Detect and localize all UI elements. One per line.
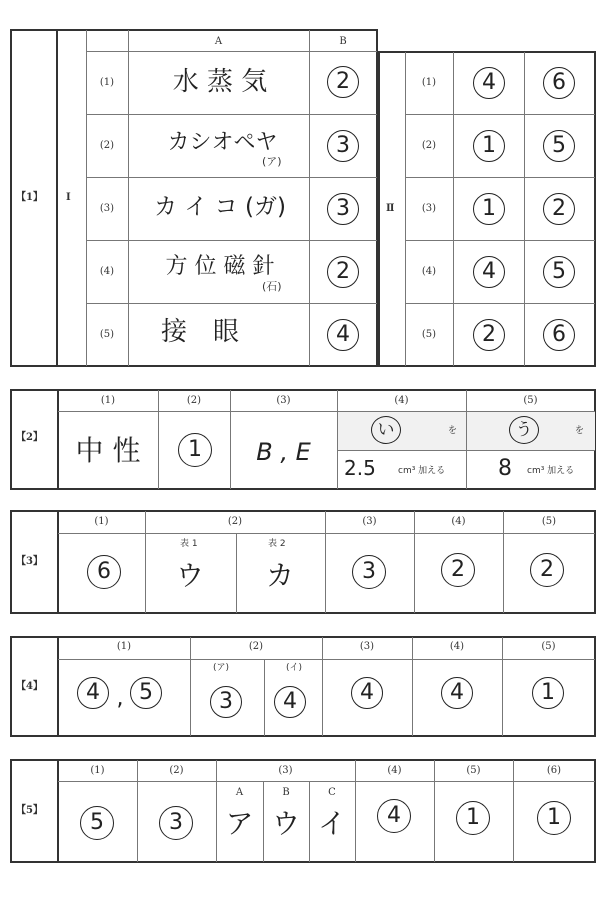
answer-5-circle: 1: [532, 677, 564, 709]
answer-3-circle: 3: [352, 555, 386, 589]
answer-3-circle: 4: [351, 677, 383, 709]
sub-header-b: B: [282, 787, 290, 798]
header-5: (5): [466, 765, 481, 776]
header-3: (3): [362, 516, 377, 527]
answer-circle: 5: [543, 256, 575, 288]
answer-circle: 6: [543, 319, 575, 351]
row-number: (5): [421, 329, 437, 340]
header-1: (1): [94, 516, 109, 527]
answer-3c: イ: [317, 807, 346, 840]
answer-3: B , E: [256, 438, 311, 466]
answer-2-circle: 3: [159, 806, 193, 840]
header-4: (4): [394, 395, 409, 406]
answer-a-note: (石): [262, 280, 282, 293]
part-1-label: Ⅰ: [66, 192, 71, 203]
row-number: (4): [421, 266, 437, 277]
answer-circle: 2: [473, 319, 505, 351]
header-5: (5): [541, 641, 556, 652]
answer-1-separator: ,: [116, 686, 124, 711]
row-number: (4): [99, 266, 115, 277]
answer-circle: 4: [473, 67, 505, 99]
answer-5-circle: う: [509, 416, 539, 444]
answer-b-circle: 2: [327, 256, 359, 288]
answer-2-circle: 1: [178, 433, 212, 467]
row-number: (1): [421, 77, 437, 88]
header-5: (5): [523, 395, 538, 406]
section-2-label: 【2】: [16, 432, 43, 443]
header-4: (4): [451, 516, 466, 527]
header-3: (3): [359, 641, 375, 652]
answer-circle: 1: [473, 130, 505, 162]
header-3: (3): [276, 395, 291, 406]
header-6: (6): [546, 765, 562, 776]
answer-2b-circle: 4: [274, 686, 306, 718]
sub-header-a: (ア): [213, 663, 230, 673]
row-number: (2): [99, 140, 115, 151]
answer-1-circle: 5: [80, 806, 114, 840]
answer-4-particle: を: [448, 426, 458, 436]
answer-a: 接 眼: [160, 317, 239, 347]
column-b-header: B: [339, 36, 347, 47]
answer-4-value: 2.5: [344, 456, 376, 480]
header-2: (2): [169, 765, 184, 776]
header-2: (2): [227, 516, 243, 527]
header-4: (4): [387, 765, 402, 776]
answer-2a-circle: 3: [210, 686, 242, 718]
answer-4-circle: 4: [377, 799, 411, 833]
answer-4-circle: 2: [441, 553, 475, 587]
answer-circle: 6: [543, 67, 575, 99]
answer-circle: 2: [543, 193, 575, 225]
answer-2-table-2: カ: [265, 559, 294, 592]
row-number: (5): [99, 329, 115, 340]
header-4: (4): [449, 641, 465, 652]
sub-header-c: C: [328, 787, 336, 798]
answer-5-circle: 1: [456, 801, 490, 835]
answer-6-circle: 1: [537, 801, 571, 835]
answer-2-table-1: ウ: [175, 559, 204, 592]
header-2: (2): [248, 641, 264, 652]
part-2-label: Ⅱ: [386, 203, 395, 214]
answer-1-circle: 6: [87, 555, 121, 589]
row-number: (3): [99, 203, 115, 214]
answer-3b: ウ: [271, 807, 300, 840]
answer-b-circle: 3: [327, 130, 359, 162]
answer-a: 水 蒸 気: [172, 67, 268, 97]
answer-5-value: 8: [498, 456, 512, 481]
row-number: (3): [421, 203, 437, 214]
sub-header-i: (イ): [286, 663, 303, 673]
answer-a: カシオペヤ: [167, 130, 278, 155]
answer-circle: 4: [473, 256, 505, 288]
section-5-label: 【5】: [16, 805, 43, 816]
answer-a: 方 位 磁 針: [165, 254, 275, 279]
answer-5-circle: 2: [530, 553, 564, 587]
header-1: (1): [116, 641, 132, 652]
answer-circle: 5: [543, 130, 575, 162]
answer-1a-circle: 4: [77, 677, 109, 709]
sub-header-a: A: [235, 787, 244, 798]
header-3: (3): [278, 765, 293, 776]
answer-b-circle: 3: [327, 193, 359, 225]
answer-5-particle: を: [575, 426, 585, 436]
row-number: (1): [99, 77, 115, 88]
answer-a: カ イ コ (ガ): [154, 194, 286, 220]
section-1-label: 【1】: [16, 192, 43, 203]
answer-b-circle: 4: [327, 319, 359, 351]
answer-4-circle: 4: [441, 677, 473, 709]
header-5: (5): [541, 516, 557, 527]
answer-1: 中 性: [75, 434, 141, 467]
column-a-header: A: [214, 36, 223, 47]
header-1: (1): [90, 765, 105, 776]
answer-4-unit: cm³ 加える: [398, 466, 446, 476]
row-number: (2): [421, 140, 437, 151]
answer-3a: ア: [225, 807, 254, 840]
header-1: (1): [100, 395, 116, 406]
section-4-label: 【4】: [16, 681, 43, 692]
answer-5-unit: cm³ 加える: [527, 466, 575, 476]
section-3-label: 【3】: [16, 556, 43, 567]
answer-1b-circle: 5: [130, 677, 162, 709]
sub-header-table-2: 表 2: [268, 539, 286, 549]
answer-b-circle: 2: [327, 66, 359, 98]
header-2: (2): [186, 395, 202, 406]
answer-circle: 1: [473, 193, 505, 225]
sub-header-table-1: 表 1: [180, 539, 198, 549]
answer-4-circle: い: [371, 416, 401, 444]
answer-a-note: (ア): [262, 155, 282, 168]
